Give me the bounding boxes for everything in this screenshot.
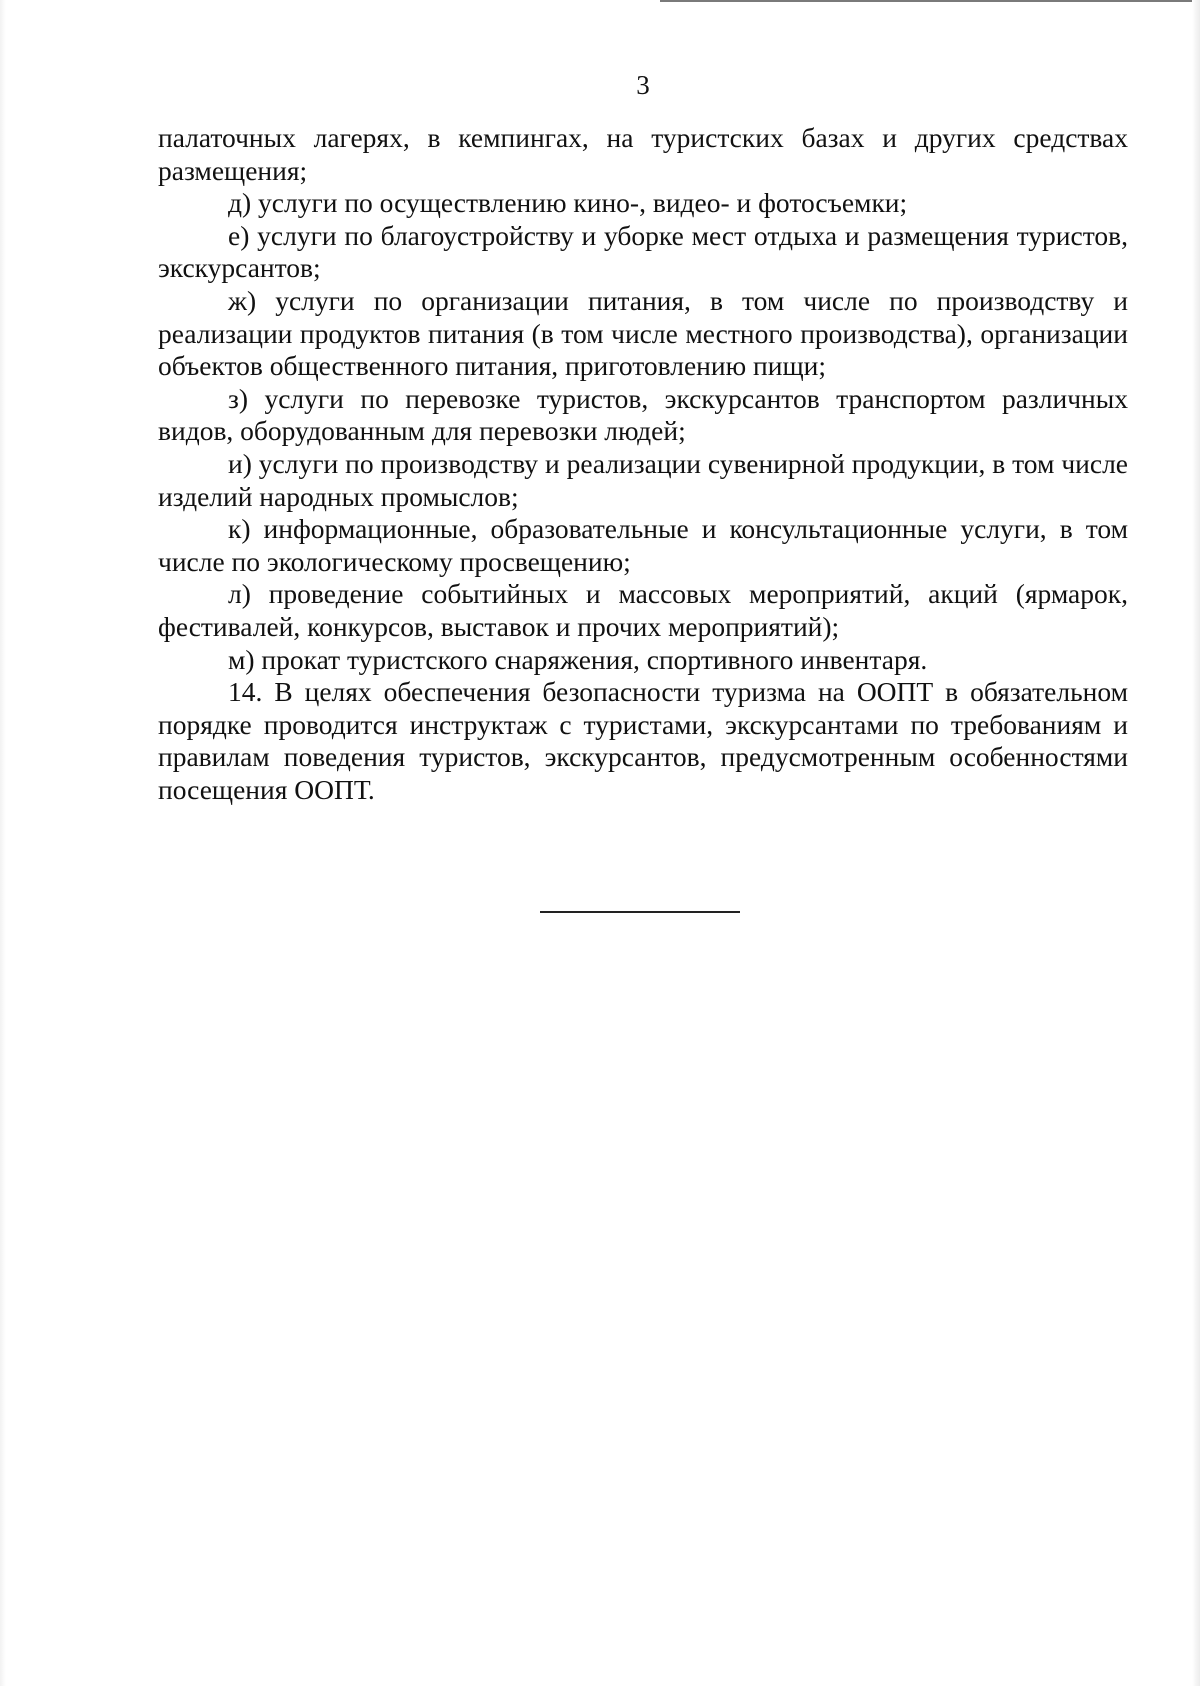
end-rule-divider: [540, 911, 740, 913]
paragraph-item-k: к) информационные, образовательные и консультационные услуги, в том числе по экологическому просвещению;: [158, 513, 1128, 577]
paragraph-item-m: м) прокат туристского снаряжения, спортивного инвентаря.: [228, 643, 928, 675]
scan-edge-top: [660, 0, 1200, 2]
paragraph-continuation: палаточных лагерях, в кемпингах, на туристских базах и других средствах размещения;: [158, 122, 1128, 186]
paragraph-item-zh: ж) услуги по организации питания, в том числе по производству и реализации продуктов питания (в том числе местного производства), организации объектов общественного питания, приготовлению пищи;: [158, 284, 1128, 382]
scan-edge-right: [1192, 0, 1200, 1686]
paragraph-section-14: 14. В целях обеспечения безопасности туризма на ООПТ в обязательном порядке проводится инструктаж с туристами, экскурсантами по требованиям и правилам поведения туристов, экскурсантов, предусмотренным особенностями посещения ООПТ.: [158, 676, 1128, 805]
paragraph-item-l: л) проведение событийных и массовых мероприятий, акций (ярмарок, фестивалей, конкурсов, выставок и прочих мероприятий);: [158, 578, 1128, 642]
paragraph-item-z: з) услуги по перевозке туристов, экскурсантов транспортом различных видов, оборудованным для перевозки людей;: [158, 382, 1128, 447]
paragraph-item-i: и) услуги по производству и реализации сувенирной продукции, в том числе изделий народных промыслов;: [158, 447, 1128, 512]
paragraph-item-d: д) услуги по осуществлению кино-, видео- и фотосъемки;: [228, 187, 908, 219]
paragraph-item-e: е) услуги по благоустройству и уборке мест отдыха и размещения туристов, экскурсантов;: [158, 219, 1128, 284]
scan-edge-left: [0, 0, 6, 1686]
page-number: 3: [636, 70, 650, 100]
document-body: [158, 122, 1128, 806]
